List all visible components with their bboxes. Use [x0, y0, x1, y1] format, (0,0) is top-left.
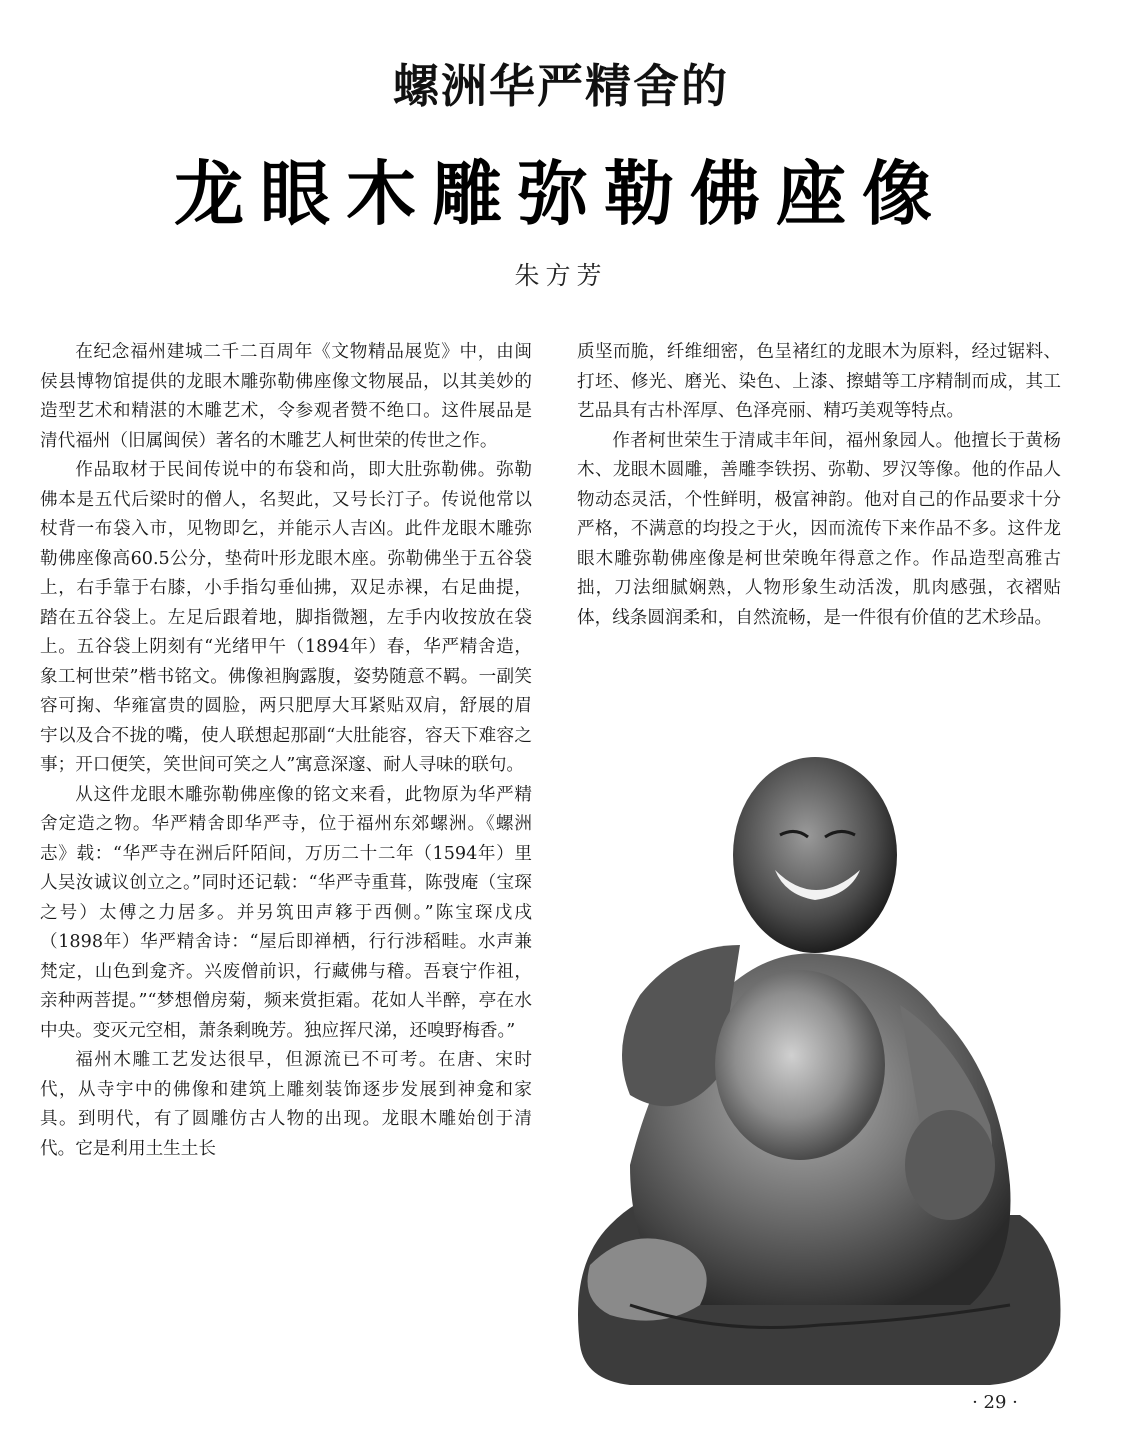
title-line-1: 螺洲华严精舍的: [393, 59, 729, 113]
page-number: · 29 ·: [972, 1392, 1018, 1413]
paragraph: 作者柯世荣生于清咸丰年间，福州象园人。他擅长于黄杨木、龙眼木圆雕，善雕李铁拐、弥勒、罗汉等像。他的作品人物动态灵活，个性鲜明，极富神韵。他对自己的作品要求十分严格，不满意的均投之于火，因而流传下来作品不多。这件龙眼木雕弥勒佛座像是柯世荣晚年得意之作。作品造型高雅古拙，刀法细腻娴熟，人物形象生动活泼，肌肉感强，衣褶贴体，线条圆润柔和，自然流畅，是一件很有价值的艺术珍品。: [577, 430, 1061, 628]
paragraph: 在纪念福州建城二千二百周年《文物精品展览》中，由闽侯县博物馆提供的龙眼木雕弥勒佛座像文物展品，以其美妙的造型艺术和精湛的木雕艺术，令参观者赞不绝口。这件展品是清代福州（旧属闽侯）著名的木雕艺人柯世荣的传世之作。: [40, 342, 532, 451]
title-line-2: 龙眼木雕弥勒佛座像: [174, 153, 948, 235]
paragraph: 作品取材于民间传说中的布袋和尚，即大肚弥勒佛。弥勒佛本是五代后梁时的僧人，名契此，又号长汀子。传说他常以杖背一布袋入市，见物即乞，并能示人吉凶。此件龙眼木雕弥勒佛座像高60.5公分，垫荷叶形龙眼木座。弥勒佛坐于五谷袋上，右手靠于右膝，小手指勾垂仙拂，双足赤裸，右足曲提，踏在五谷袋上。左足后跟着地，脚指微翘，左手内收按放在袋上。五谷袋上阴刻有“光绪甲午（1894年）春，华严精舍造，象工柯世荣”楷书铭文。佛像袒胸露腹，姿势随意不羁。一副笑容可掬、华雍富贵的圆脸，两只肥厚大耳紧贴双肩，舒展的眉宇以及合不拢的嘴，使人联想起那副“大肚能容，容天下难容之事；开口便笑，笑世间可笑之人”寓意深邃、耐人寻味的联句。: [40, 460, 532, 775]
buddha-statue-photo: [570, 745, 1070, 1390]
paragraph: 福州木雕工艺发达很早，但源流已不可考。在唐、宋时代，从寺宇中的佛像和建筑上雕刻装饰逐步发展到神龛和家具。到明代，有了圆雕仿古人物的出现。龙眼木雕始创于清代。它是利用土生土长: [40, 1050, 532, 1159]
right-column: [577, 338, 1061, 633]
left-column: [40, 338, 532, 1164]
author: 朱方芳: [514, 261, 608, 290]
paragraph: 质坚而脆，纤维细密，色呈褚红的龙眼木为原料，经过锯料、打坯、修光、磨光、染色、上漆、擦蜡等工序精制而成，其工艺品具有古朴浑厚、色泽亮丽、精巧美观等特点。: [577, 342, 1061, 421]
paragraph: 从这件龙眼木雕弥勒佛座像的铭文来看，此物原为华严精舍定造之物。华严精舍即华严寺，位于福州东郊螺洲。《螺洲志》载：“华严寺在洲后阡陌间，万历二十二年（1594年）里人吴汝诚议创立之。”同时还记载：“华严寺重葺，陈弢庵（宝琛之号）太傅之力居多。并另筑田声簃于西侧。”陈宝琛戊戌（1898年）华严精舍诗：“屋后即禅栖，行行涉稻畦。水声兼梵定，山色到龛齐。兴废僧前识，行藏佛与稽。吾衰宁作祖，亲种两菩提。”“梦想僧房菊，频来赏拒霜。花如人半醉，亭在水中央。变灭元空相，萧条剩晚芳。独应挥尺涕，还嗅野梅香。”: [40, 784, 532, 1041]
